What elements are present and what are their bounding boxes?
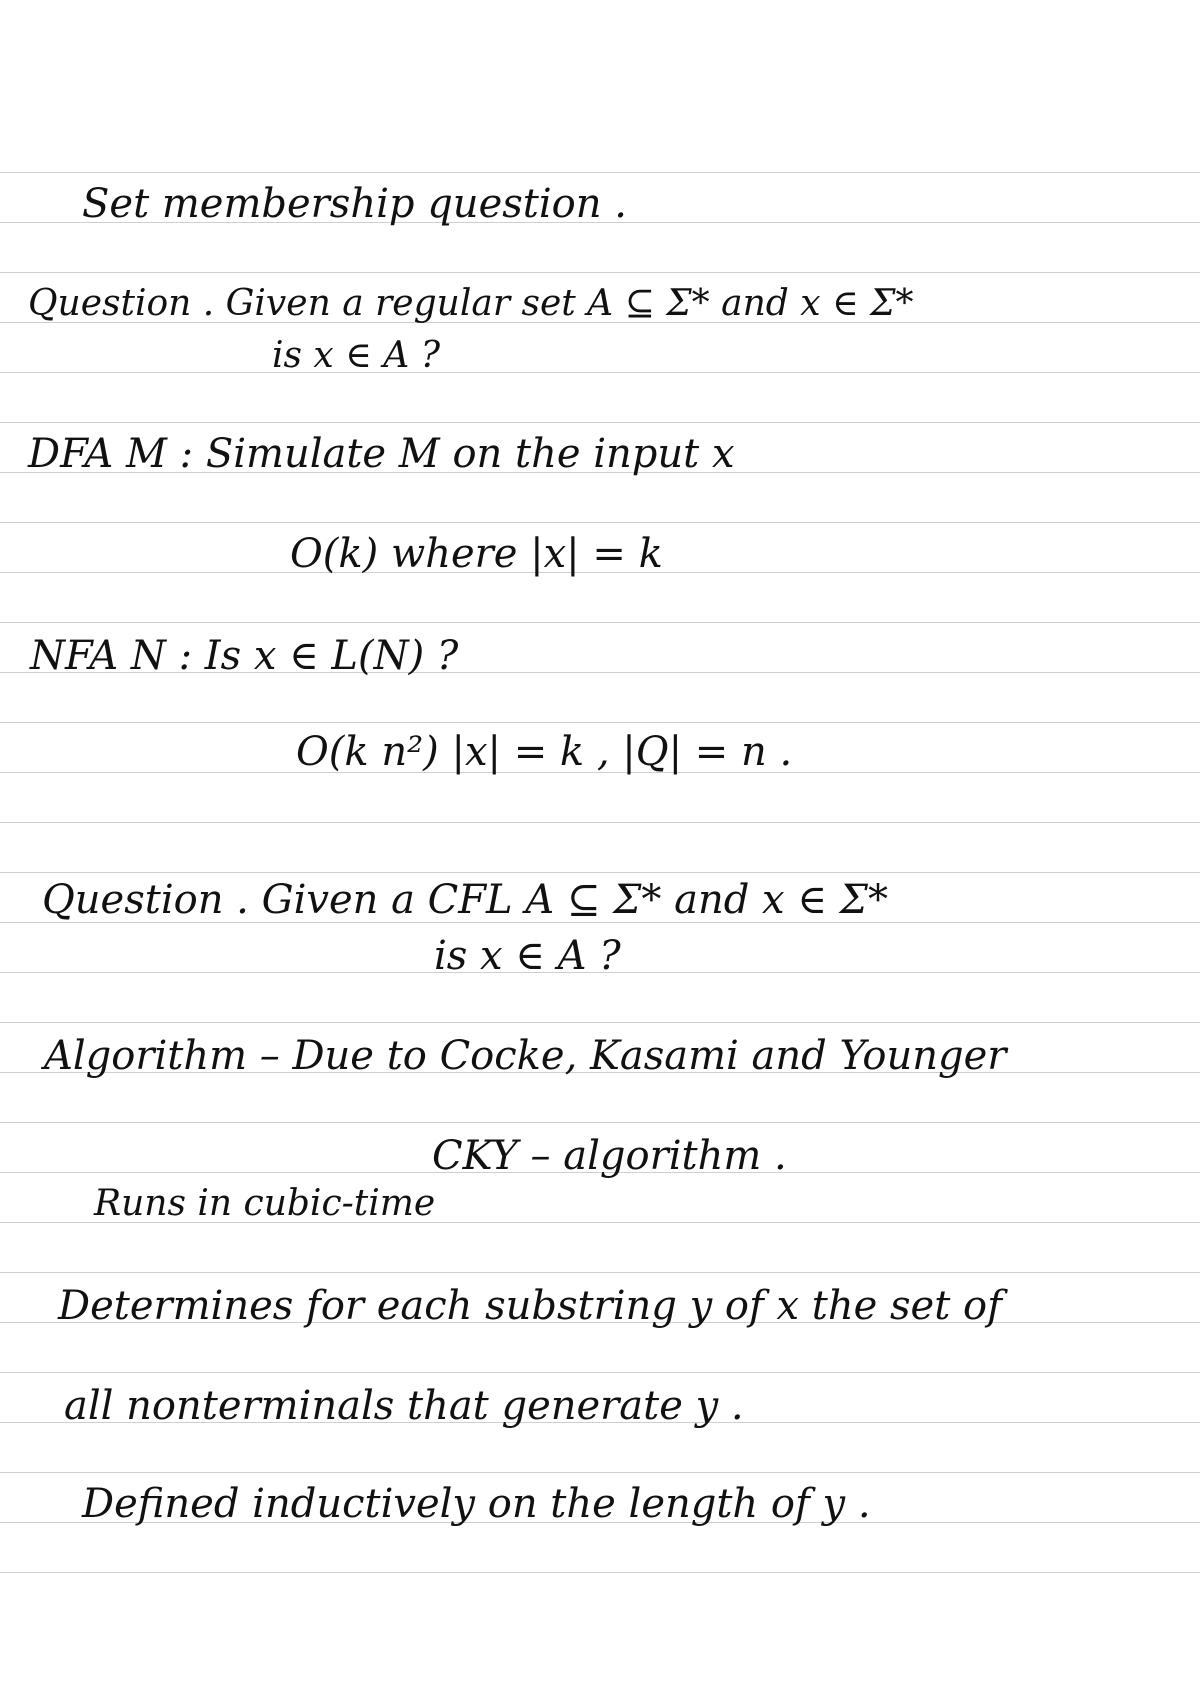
ruled-line [0, 372, 1200, 373]
ruled-line [0, 1572, 1200, 1573]
ruled-line [0, 522, 1200, 523]
ruled-line [0, 272, 1200, 273]
determines-line1: Determines for each substring y of x the set of [58, 1283, 1002, 1329]
question2-line1: Question . Given a CFL A ⊆ Σ* and x ∈ Σ* [42, 877, 888, 923]
ruled-line [0, 822, 1200, 823]
ruled-line [0, 622, 1200, 623]
question2-line2: is x ∈ A ? [434, 933, 621, 979]
ruled-line [0, 722, 1200, 723]
nfa-line1: NFA N : Is x ∈ L(N) ? [30, 633, 459, 679]
ruled-line [0, 422, 1200, 423]
ruled-line [0, 1372, 1200, 1373]
algorithm-line: Algorithm – Due to Cocke, Kasami and Younger [44, 1033, 1007, 1079]
determines-line2: all nonterminals that generate y . [64, 1383, 744, 1429]
dfa-line1: DFA M : Simulate M on the input x [28, 431, 735, 477]
ruled-line [0, 1022, 1200, 1023]
nfa-line2: O(k n²) |x| = k , |Q| = n . [296, 729, 793, 775]
runs-line: Runs in cubic-time [94, 1183, 436, 1224]
defined-line: Defined inductively on the length of y . [82, 1481, 871, 1527]
dfa-line2: O(k) where |x| = k [290, 531, 663, 577]
heading: Set membership question . [82, 181, 627, 227]
ruled-line [0, 1272, 1200, 1273]
ruled-line [0, 172, 1200, 173]
cky-line: CKY – algorithm . [432, 1133, 787, 1179]
ruled-line [0, 872, 1200, 873]
ruled-line [0, 1472, 1200, 1473]
ruled-line [0, 1122, 1200, 1123]
question1-line2: is x ∈ A ? [272, 335, 441, 376]
question1-line1: Question . Given a regular set A ⊆ Σ* and x ∈ Σ* [28, 283, 914, 324]
